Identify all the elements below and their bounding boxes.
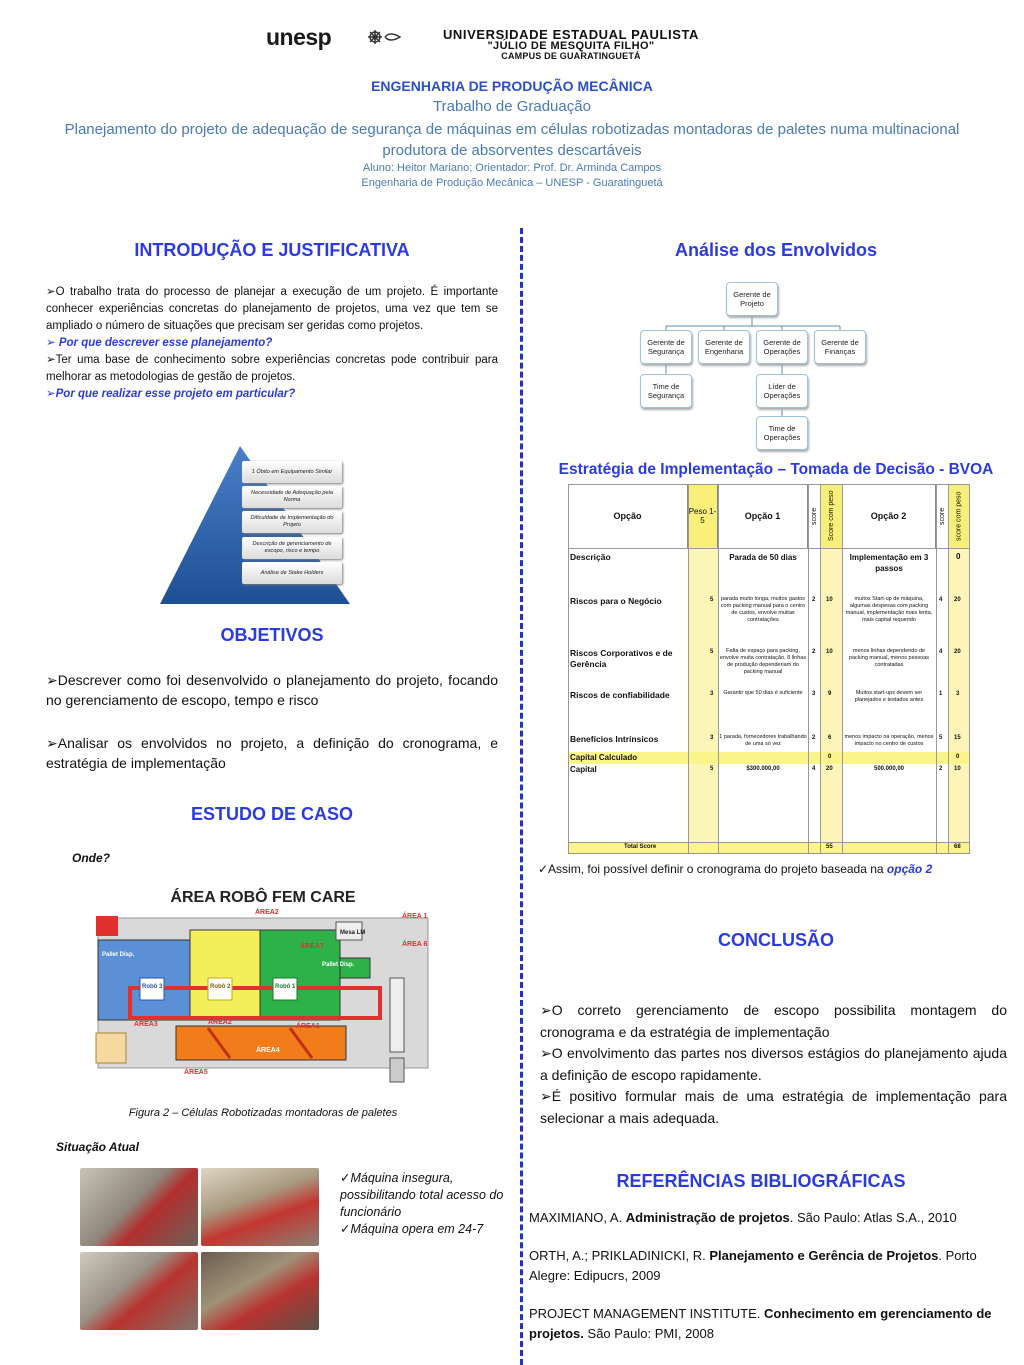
option1-weighted-score: 10 [826, 649, 833, 655]
program-name: ENGENHARIA DE PRODUÇÃO MECÂNICA [371, 78, 653, 94]
table-header: score [936, 484, 948, 548]
stakeholders-heading: Análise dos Envolvidos [674, 240, 878, 260]
org-node-operations-team: Time de Operações [756, 416, 808, 450]
robot-area-layout-figure [90, 878, 436, 1102]
option1-score: 2 [812, 597, 816, 603]
option2-weighted-score: 20 [954, 649, 961, 655]
svg-text:Pallet Disp.: Pallet Disp. [102, 952, 135, 958]
score-column-fill [948, 548, 970, 854]
option1-weighted-score: 10 [826, 597, 833, 603]
pyramid-level: Análise de Stake Holders [242, 562, 342, 584]
row-label: Capital Calculado [570, 753, 638, 762]
org-node-engineering-manager: Gerente de Engenharia [698, 330, 750, 364]
poster-title: Planejamento do projeto de adequação de segurança de máquinas em células robotizadas montadoras de paletes numa multinacional produtora de absorventes descartáveis [64, 121, 960, 159]
option1-weighted-score: 0 [828, 754, 832, 760]
layout-figure-caption: Figura 2 – Células Robotizadas montadoras de paletes [128, 1107, 398, 1119]
conclusion-item: ➢É positivo formular mais de uma estratégia de implementação para selecionar a mais adequada. [540, 1088, 1007, 1126]
option1-value: parada muito longa, muitos gastos com packing manual para o centro de custos, envolve muitas contratações [720, 596, 806, 623]
svg-text:Robô 3: Robô 3 [142, 984, 163, 990]
reference-item: MAXIMIANO, A. Administração de projetos. São Paulo: Atlas S.A., 2010 [529, 1210, 957, 1225]
case-study-heading: ESTUDO DE CASO [190, 804, 354, 824]
option2-value: muitos Start-up de máquina, algumas despesas com packing manual, implementação mais lenta, mais capital requerido [845, 596, 933, 623]
option1-value: Falta de espaço para packing, envolve muita contratação, 8 linhas de produção dependeriam do packing manual [719, 648, 807, 675]
pyramid-level: 1 Óbito em Equipamento Similar [242, 461, 342, 483]
org-node-project-manager: Gerente de Projeto [726, 282, 778, 316]
unesp-emblem-icon [366, 28, 402, 46]
option2-value: Muitos start-ups devem ser planejados e testados antes [854, 690, 924, 703]
intro-question: ➢Por que realizar esse projeto em particular? [46, 388, 296, 400]
check-item: ✓Máquina insegura, possibilitando total acesso do funcionário [340, 1171, 504, 1219]
reference-item: PROJECT MANAGEMENT INSTITUTE. Conhecimento em gerenciamento de projetos. São Paulo: PMI, 2008 [529, 1306, 992, 1341]
total-score-label: Total Score [624, 844, 657, 850]
svg-text:ÁREA7: ÁREA7 [300, 943, 324, 950]
situation-checklist [340, 1170, 510, 1238]
org-node-safety-team: Time de Segurança [640, 374, 692, 408]
option1-score: 2 [812, 649, 816, 655]
strategy-conclusion-note: ✓Assim, foi possível definir o cronograma do projeto baseada na opção 2 [538, 862, 933, 876]
column-divider [520, 228, 523, 1365]
row-weight: 3 [710, 691, 714, 697]
conclusion-list [540, 1000, 1007, 1129]
where-label: Onde? [72, 851, 110, 865]
pyramid-level: Dificuldade de Implementação do Projeto [242, 511, 342, 533]
pyramid-diagram [160, 446, 360, 604]
reference-item: ORTH, A.; PRIKLADINICKI, R. Planejamento e Gerência de Projetos. Porto Alegre: Edipucrs, 2009 [529, 1248, 977, 1283]
check-item: ✓Máquina opera em 24-7 [340, 1222, 484, 1236]
option2-score: 4 [939, 649, 943, 655]
svg-text:Robô 2: Robô 2 [210, 984, 231, 990]
svg-text:ÁREA2: ÁREA2 [255, 909, 279, 916]
org-node-finance-manager: Gerente de Finanças [814, 330, 866, 364]
objective-item: ➢Analisar os envolvidos no projeto, a definição do cronograma, e estratégia de implementação [46, 735, 498, 771]
conclusion-heading: CONCLUSÃO [718, 930, 834, 950]
intro-paragraph: ➢Ter uma base de conhecimento sobre experiências concretas pode contribuir para melhorar as metodologias de gestão de projetos. [46, 354, 498, 383]
option2-value: menos linhas dependendo de packing manual, menos pessoas contratadas [848, 648, 930, 668]
row-weight: 3 [710, 735, 714, 741]
table-header: Opção 1 [718, 484, 808, 548]
row-weight: 5 [710, 597, 714, 603]
table-header: Opção [568, 484, 688, 548]
option2-value: Implementação em 3 passos [849, 553, 929, 573]
pyramid-level: Necessidade de Adequação pela Norma [242, 486, 342, 508]
pyramid-level: Descrição de gerenciamento de escopo, risco e tempo [242, 537, 342, 559]
row-weight: 5 [710, 766, 714, 772]
option2-value: 500.000,00 [873, 766, 905, 772]
svg-text:ÁREA4: ÁREA4 [256, 1047, 280, 1054]
svg-text:Pallet Disp.: Pallet Disp. [322, 962, 355, 968]
work-type: Trabalho de Graduação [433, 98, 591, 115]
weight-column-fill [688, 548, 718, 854]
option1-score: 4 [812, 766, 816, 772]
objective-item: ➢Descrever como foi desenvolvido o planejamento do projeto, focando no gerenciamento de escopo, tempo e risco [46, 672, 498, 708]
decision-table [568, 484, 970, 854]
table-header: Score com peso [820, 484, 842, 548]
row-label: Riscos para o Negócio [570, 596, 662, 606]
intro-paragraph: ➢O trabalho trata do processo de planejar a execução de um projeto. É importante conhecer experiências concretas do planejamento de projetos, uma vez que tem se ampliado o número de situações que precisam ser geridas como projetos. [46, 286, 498, 332]
intro-question: ➢ Por que descrever esse planejamento? [46, 337, 273, 349]
score-column-fill [820, 548, 842, 854]
strategy-heading: Estratégia de Implementação – Tomada de Decisão - BVOA [558, 461, 994, 478]
svg-text:ÁREA 1: ÁREA 1 [402, 913, 428, 920]
option2-value: menos impacto na operação, menos impacto no centro de custos [844, 734, 934, 747]
option1-score: 2 [812, 735, 816, 741]
author-line: Aluno: Heitor Mariano; Orientador: Prof. Dr. Arminda Campos [362, 162, 662, 174]
option2-score: 4 [939, 597, 943, 603]
row-label: Riscos Corporativos e de Gerência [570, 648, 673, 669]
conclusion-item: ➢O envolvimento das partes nos diversos estágios do planejamento ajuda a definição de escopo rapidamente. [540, 1045, 1007, 1083]
row-label: Benefícios Intrínsicos [570, 734, 659, 744]
org-node-operations-leader: Líder de Operações [756, 374, 808, 408]
table-header: Peso 1-5 [688, 484, 718, 548]
svg-text:ÁREA3: ÁREA3 [134, 1021, 158, 1028]
option2-total-score: 68 [954, 844, 961, 850]
option2-weighted-score: 0 [956, 552, 961, 561]
option2-score: 1 [939, 691, 943, 697]
conclusion-item: ➢O correto gerenciamento de escopo possibilita montagem do cronograma e da estratégia de implementação [540, 1002, 1007, 1040]
intro-heading: INTRODUÇÃO E JUSTIFICATIVA [134, 240, 410, 260]
svg-text:ÁREA2: ÁREA2 [208, 1019, 232, 1026]
option1-score: 3 [812, 691, 816, 697]
option1-weighted-score: 6 [828, 735, 832, 741]
option1-value: Garantir que 50 dias é suficiente [723, 690, 803, 696]
option2-weighted-score: 10 [954, 766, 961, 772]
option1-weighted-score: 20 [826, 766, 833, 772]
option2-weighted-score: 15 [954, 735, 961, 741]
header-logo [0, 24, 1024, 68]
unesp-logo-text: unesp [266, 24, 332, 50]
org-node-operations-manager: Gerente de Operações [756, 330, 808, 364]
table-header: score com peso [948, 484, 970, 548]
org-node-safety-manager: Gerente de Segurança [640, 330, 692, 364]
table-header: Opção 2 [842, 484, 936, 548]
department-line: Engenharia de Produção Mecânica – UNESP - Guaratinguetá [361, 177, 663, 189]
svg-text:ÁREA1: ÁREA1 [296, 1023, 320, 1030]
option1-value: 1 parada, fornecedores trabalhando de uma só vez [719, 734, 807, 747]
option1-value: Parada de 50 dias [729, 553, 797, 562]
svg-text:ÁREA5: ÁREA5 [184, 1069, 208, 1076]
situation-photo [80, 1168, 198, 1246]
option2-score: 2 [939, 766, 943, 772]
option2-weighted-score: 0 [956, 754, 960, 760]
objectives-heading: OBJETIVOS [220, 625, 324, 645]
stakeholder-org-chart [630, 282, 870, 444]
option1-total-score: 55 [826, 844, 833, 850]
situation-photo [201, 1252, 319, 1330]
layout-title: ÁREA ROBÔ FEM CARE [170, 889, 356, 906]
situation-photo [80, 1252, 198, 1330]
row-weight: 5 [710, 649, 714, 655]
option1-weighted-score: 9 [828, 691, 832, 697]
svg-text:Robô 1: Robô 1 [275, 984, 296, 990]
row-label: Riscos de confiabilidade [570, 690, 670, 700]
row-label: Capital [570, 765, 597, 774]
svg-text:Mesa LM: Mesa LM [340, 930, 366, 936]
current-situation-label: Situação Atual [56, 1140, 139, 1154]
situation-photo [201, 1168, 319, 1246]
option2-weighted-score: 3 [956, 691, 960, 697]
references-heading: REFERÊNCIAS BIBLIOGRÁFICAS [616, 1171, 906, 1191]
university-name: UNIVERSIDADE ESTADUAL PAULISTA "JÚLIO DE MESQUITA FILHO" CAMPUS DE GUARATINGUETÁ [442, 27, 700, 62]
table-header: score [808, 484, 820, 548]
option2-weighted-score: 20 [954, 597, 961, 603]
option1-value: $300.000,00 [746, 766, 780, 772]
option2-score: 5 [939, 735, 943, 741]
svg-text:ÁREA 6: ÁREA 6 [402, 941, 428, 948]
row-label: Descrição [570, 552, 611, 562]
selected-option: opção 2 [886, 862, 933, 876]
intro-text [46, 284, 498, 403]
